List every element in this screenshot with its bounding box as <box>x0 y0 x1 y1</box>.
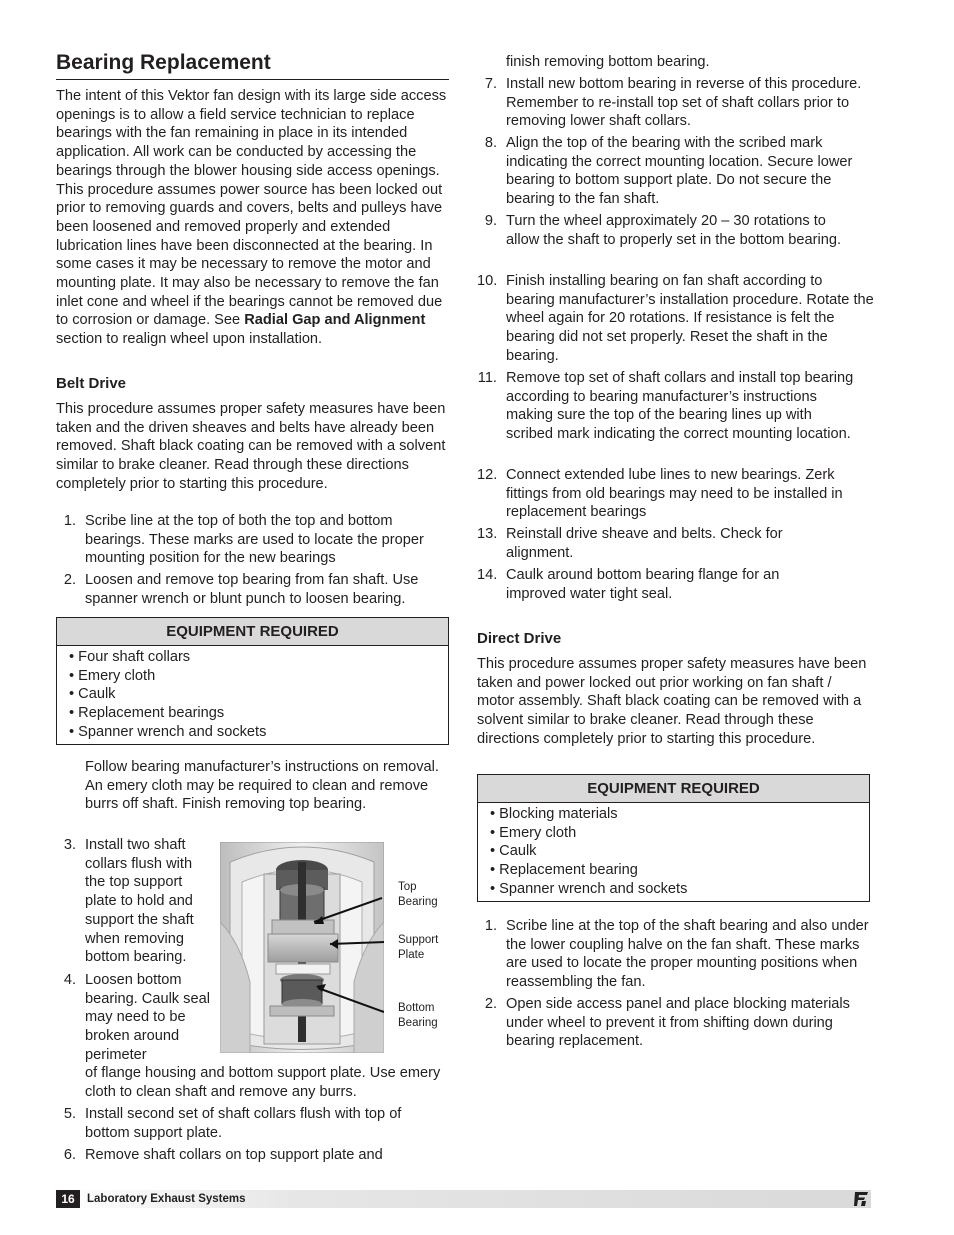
belt-drive-heading: Belt Drive <box>56 375 127 392</box>
belt-step-4-continued: of flange housing and bottom support plate. Use emery cloth to clean shaft and remove any burrs. <box>85 1065 441 1100</box>
equipment-item: • Replacement bearings <box>69 704 448 723</box>
step-text: Install two shaft collars flush with the top support plate to hold and support the shaft when removing bottom bearing. <box>85 837 194 966</box>
direct-drive-intro: This procedure assumes proper safety measures have been taken and power locked out prior working on fan shaft / motor assembly. Shaft black coating can be removed with a solvent similar to brake cleaner. Read through these directions completely prior to starting this procedure. <box>477 656 867 747</box>
intro-paragraph <box>56 87 449 349</box>
belt-equipment-box <box>56 617 449 745</box>
equipment-item: • Caulk <box>69 685 448 704</box>
equipment-item: • Blocking materials <box>490 805 869 824</box>
step-text: Install second set of shaft collars flush with top of bottom support plate. <box>85 1106 402 1141</box>
page-number: 16 <box>56 1190 80 1208</box>
bearing-assembly-figure <box>220 842 384 1053</box>
label-line: Bearing <box>398 896 438 908</box>
footer-title: Laboratory Exhaust Systems <box>87 1193 246 1205</box>
step-text: Loosen and remove top bearing from fan shaft. Use spanner wrench or blunt punch to loosen bearing. <box>85 572 419 607</box>
step-number: 2. <box>484 996 497 1012</box>
belt-step-3 <box>56 836 216 968</box>
brand-logo-icon <box>853 1191 869 1207</box>
step-number: 4. <box>63 972 76 988</box>
equipment-item: • Four shaft collars <box>69 648 448 667</box>
step-text: Reinstall drive sheave and belts. Check for alignment. <box>506 526 783 561</box>
step-number: 12. <box>477 467 498 483</box>
step-number: 8. <box>484 135 497 151</box>
belt-step-2 <box>56 571 449 609</box>
figure-label-support-plate <box>398 933 438 963</box>
equipment-item: • Spanner wrench and sockets <box>490 880 869 899</box>
equipment-item: • Spanner wrench and sockets <box>69 723 448 742</box>
label-line: Top <box>398 881 417 893</box>
step-number: 2. <box>63 572 76 588</box>
step-number: 1. <box>63 513 76 529</box>
step-text: Loosen bottom bearing. Caulk seal may need to be broken around perimeter <box>85 972 210 1063</box>
intro-text: The intent of this Vektor fan design with its large side access openings is to allow a field service technician to replace bearings with the fan remaining in place in its intended application. All work can be conducted by accessing the bearings through the blower housing side access openings. This procedure assumes power source has been locked out prior to removing guards and covers, belts and pulleys have been loosened and removed properly and extended lubrication lines have been disconnected at the bearing. In some cases it may be necessary to remove the motor and mounting plate. It may also be necessary to remove the fan inlet cone and wheel if the bearings cannot be removed due to corrosion or damage. See <box>56 88 447 329</box>
equipment-item: • Replacement bearing <box>490 861 869 880</box>
equipment-list <box>57 646 448 742</box>
belt-step-5 <box>56 1105 449 1143</box>
equipment-heading: EQUIPMENT REQUIRED <box>478 775 869 803</box>
step-number: 7. <box>484 76 497 92</box>
belt-step-2-continued: Follow bearing manufacturer’s instructions on removal. An emery cloth may be required to clean and remove burrs off shaft. Finish removing top bearing. <box>85 759 439 813</box>
step-number: 5. <box>63 1106 76 1122</box>
intro-link-text: Radial Gap and Alignment <box>244 312 426 329</box>
direct-equipment-box <box>477 774 870 902</box>
step-number: 3. <box>63 837 76 853</box>
figure-label-top-bearing <box>398 880 438 910</box>
step-number: 10. <box>477 273 498 289</box>
step-text: Align the top of the bearing with the scribed mark indicating the correct mounting location. Secure lower bearing to bottom support plate. Do not secure the bearing to the fan shaft. <box>506 135 853 208</box>
label-line: Support <box>398 934 439 946</box>
step-text: Turn the wheel approximately 20 – 30 rotations to allow the shaft to properly set in the bottom bearing. <box>506 213 842 248</box>
step-number: 14. <box>477 567 498 583</box>
figure-label-bottom-bearing <box>398 1001 438 1031</box>
step-number: 1. <box>484 918 497 934</box>
equipment-list <box>478 803 869 899</box>
step-number: 11. <box>477 370 497 386</box>
belt-step-6-continued: finish removing bottom bearing. <box>506 54 710 70</box>
intro-end-text: section to realign wheel upon installation. <box>56 331 323 348</box>
equipment-heading: EQUIPMENT REQUIRED <box>57 618 448 646</box>
equipment-item: • Emery cloth <box>490 824 869 843</box>
page-title: Bearing Replacement <box>56 50 449 80</box>
direct-drive-heading: Direct Drive <box>477 630 562 647</box>
step-text: Finish installing bearing on fan shaft according to bearing manufacturer’s installation procedure. Rotate the wheel again for 20 rotations. If resistance is felt the bearing did not set properly. Reset the shaft in the bearing. <box>506 273 874 364</box>
label-line: Bearing <box>398 1017 438 1029</box>
belt-step-4 <box>56 971 216 1065</box>
belt-step-1 <box>56 512 449 568</box>
step-text: Open side access panel and place blocking materials under wheel to prevent it from shifting down during bearing replacement. <box>506 996 850 1050</box>
label-line: Bottom <box>398 1002 435 1014</box>
step-text: Remove shaft collars on top support plate and <box>85 1147 383 1163</box>
step-text: Scribe line at the top of the shaft bearing and also under the lower coupling halve on the fan shaft. These marks are used to locate the proper mounting positions when reassembling the fan. <box>506 918 869 991</box>
step-number: 6. <box>63 1147 76 1163</box>
step-text: Caulk around bottom bearing flange for an improved water tight seal. <box>506 567 780 602</box>
label-line: Plate <box>398 949 425 961</box>
step-text: Scribe line at the top of both the top and bottom bearings. These marks are used to locate the proper mounting position for the new bearings <box>85 513 424 567</box>
belt-drive-intro: This procedure assumes proper safety measures have been taken and the driven sheaves and belts have already been removed. Shaft black coating can be removed with a solvent similar to brake cleaner. Read through these directions completely prior to starting this procedure. <box>56 401 446 492</box>
step-text: Install new bottom bearing in reverse of this procedure. Remember to re-install top set of shaft collars prior to removing lower shaft collars. <box>506 76 862 130</box>
equipment-item: • Caulk <box>490 842 869 861</box>
step-text: Remove top set of shaft collars and install top bearing according to bearing manufacturer’s instructions making sure the top of the bearing lines up with scribed mark indicating the correct mounting location. <box>506 370 854 443</box>
step-text: Connect extended lube lines to new bearings. Zerk fittings from old bearings may need to be installed in replacement bearings <box>506 467 843 521</box>
step-number: 13. <box>477 526 498 542</box>
equipment-item: • Emery cloth <box>69 667 448 686</box>
belt-step-6 <box>56 1146 449 1165</box>
step-number: 9. <box>484 213 497 229</box>
